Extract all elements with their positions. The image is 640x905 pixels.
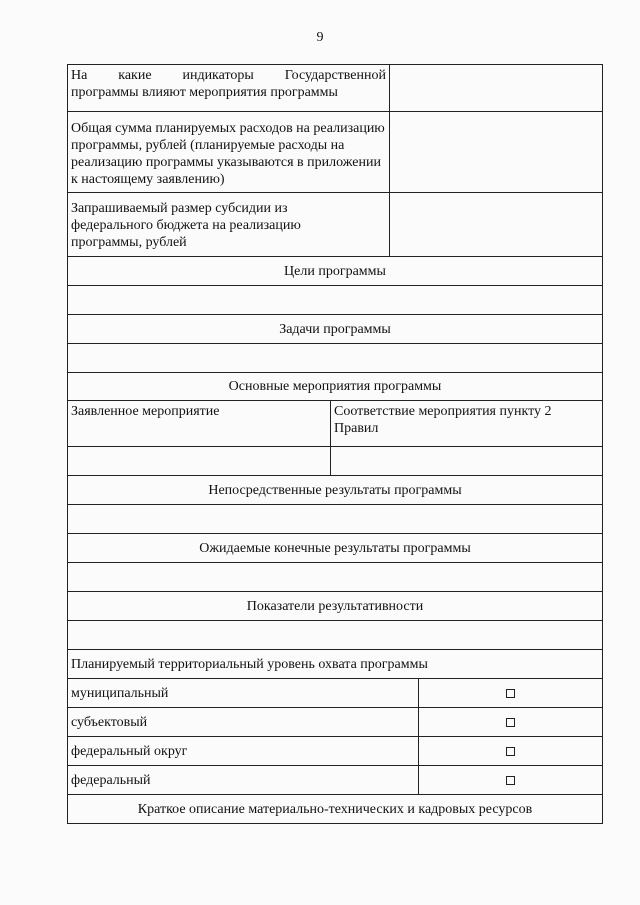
performance-heading-row [68, 591, 602, 620]
final-results-input-row [68, 562, 602, 591]
performance-heading: Показатели результативности [246, 599, 424, 614]
coverage-federal-district-checkbox[interactable] [506, 747, 515, 756]
coverage-option-label: федеральный [68, 766, 419, 794]
direct-results-heading-row [68, 475, 602, 504]
goals-input-row [68, 285, 602, 314]
resources-heading-row [68, 794, 602, 823]
activities-col-declared: Заявленное мероприятие [68, 401, 331, 446]
activity-declared-field[interactable] [68, 447, 331, 475]
goals-heading-row [68, 256, 602, 285]
coverage-option-label: муниципальный [68, 679, 419, 707]
performance-input-row [68, 620, 602, 649]
direct-results-input-row [68, 504, 602, 533]
activities-heading: Основные мероприятия программы [228, 379, 442, 394]
total-expenses-row [68, 111, 602, 192]
activity-compliance-field[interactable] [331, 447, 602, 475]
coverage-heading-row [68, 649, 602, 678]
coverage-heading: Планируемый территориальный уровень охвата программы [71, 657, 428, 672]
subsidy-row [68, 192, 602, 256]
application-form-table [67, 64, 603, 824]
total-expenses-label: Общая сумма планируемых расходов на реализацию программы, рублей (планируемые расходы на реализацию программы указываются в приложении к настоящему заявлению) [68, 112, 390, 192]
subsidy-value-field[interactable] [390, 193, 602, 256]
tasks-heading-row [68, 314, 602, 343]
activities-columns-row [68, 400, 602, 446]
indicators-row [68, 65, 602, 111]
indicators-label-line1: На какие индикаторы Государственной [71, 68, 386, 83]
coverage-option-label: субъектовый [68, 708, 419, 736]
indicators-label-line2: программы влияют мероприятия программы [71, 85, 338, 100]
coverage-subject-checkbox[interactable] [506, 718, 515, 727]
direct-results-heading: Непосредственные результаты программы [208, 483, 462, 498]
coverage-option-row [68, 736, 602, 765]
indicators-value-field[interactable] [390, 65, 602, 111]
activities-col-compliance: Соответствие мероприятия пункту 2 Правил [334, 404, 552, 436]
performance-field[interactable] [68, 621, 602, 649]
subsidy-label: Запрашиваемый размер субсидии из федерального бюджета на реализацию программы, рублей [68, 193, 390, 256]
goals-heading: Цели программы [284, 264, 386, 279]
coverage-federal-checkbox[interactable] [506, 776, 515, 785]
coverage-option-row [68, 765, 602, 794]
total-expenses-value-field[interactable] [390, 112, 602, 192]
coverage-municipal-checkbox[interactable] [506, 689, 515, 698]
coverage-option-row [68, 707, 602, 736]
final-results-field[interactable] [68, 563, 602, 591]
activities-input-row [68, 446, 602, 475]
tasks-heading: Задачи программы [279, 322, 391, 337]
direct-results-field[interactable] [68, 505, 602, 533]
final-results-heading-row [68, 533, 602, 562]
tasks-field[interactable] [68, 344, 602, 372]
goals-field[interactable] [68, 286, 602, 314]
tasks-input-row [68, 343, 602, 372]
coverage-option-label: федеральный округ [68, 737, 419, 765]
coverage-option-row [68, 678, 602, 707]
activities-heading-row [68, 372, 602, 400]
final-results-heading: Ожидаемые конечные результаты программы [199, 541, 471, 556]
page-number: 9 [316, 30, 324, 45]
resources-heading: Краткое описание материально-технических и кадровых ресурсов [137, 802, 533, 817]
